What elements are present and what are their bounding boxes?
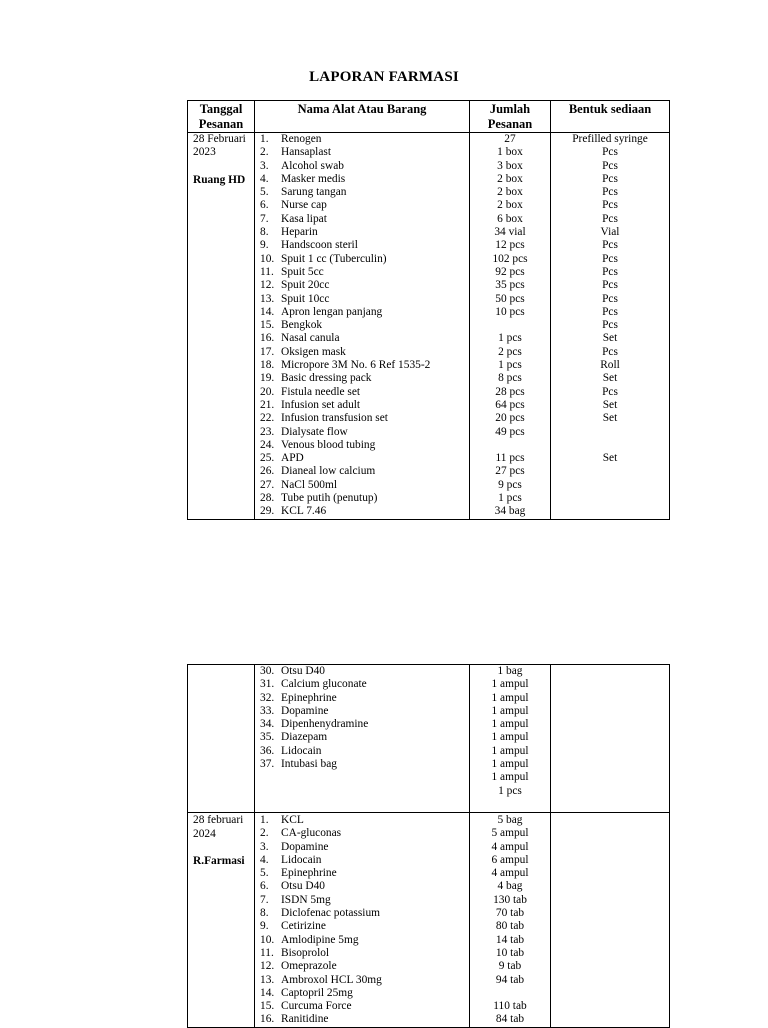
item-qty: 11 pcs: [495, 452, 525, 465]
item-qty: 2 box: [497, 199, 523, 212]
item-number: 15.: [260, 319, 275, 332]
list-item: [255, 439, 469, 452]
item-number: 33.: [260, 704, 275, 717]
item-qty: [470, 319, 550, 332]
list-item: [255, 146, 469, 159]
item-qty: 84 tab: [495, 1013, 525, 1026]
item-qty: 70 tab: [495, 907, 525, 920]
item-number: 6.: [260, 880, 269, 893]
header-bentuk: [551, 101, 670, 133]
item-qty: 1 pcs: [498, 359, 522, 372]
item-number: 20.: [260, 385, 275, 398]
item-qty-cell: [470, 665, 551, 813]
list-item: [255, 253, 469, 266]
item-number: 34.: [260, 718, 275, 731]
item-qty-cell: [470, 813, 551, 1028]
item-number: 23.: [260, 425, 275, 438]
item-form: Vial: [600, 226, 620, 239]
list-item: [255, 160, 469, 173]
list-item: [255, 745, 469, 758]
item-form: Roll: [600, 359, 620, 372]
item-name: Epinephrine: [281, 691, 337, 704]
item-number: 5.: [260, 186, 269, 199]
item-form: [551, 492, 669, 505]
room-name: Ruang HD: [193, 173, 246, 186]
header-bentuk-line1: Bentuk sediaan: [568, 102, 652, 116]
list-item: [255, 827, 469, 840]
item-name: Dopamine: [281, 704, 329, 717]
item-name: Basic dressing pack: [281, 372, 372, 385]
item-qty: 64 pcs: [495, 398, 525, 411]
item-name: Omeprazole: [281, 960, 337, 973]
date-cell: [188, 813, 255, 1028]
list-item: [255, 894, 469, 907]
item-number: 10.: [260, 933, 275, 946]
item-number: 3.: [260, 159, 269, 172]
item-qty: 10 tab: [495, 946, 525, 959]
item-name: Captopril 25mg: [281, 986, 353, 999]
report-table-2: [187, 664, 670, 1028]
item-number: 4.: [260, 853, 269, 866]
list-item: [255, 814, 469, 827]
item-form: Set: [602, 398, 618, 411]
item-number: 36.: [260, 744, 275, 757]
item-name: Otsu D40: [281, 880, 325, 893]
item-qty: 2 pcs: [498, 345, 522, 358]
list-item: [255, 306, 469, 319]
item-form: Pcs: [602, 159, 618, 172]
item-form: [551, 426, 669, 439]
date-cell: [188, 133, 255, 520]
list-item: [255, 665, 469, 678]
item-name: Curcuma Force: [281, 1000, 352, 1013]
item-name: Heparin: [281, 226, 318, 239]
item-qty: 94 tab: [495, 973, 525, 986]
list-item: [255, 199, 469, 212]
item-number: 1.: [260, 133, 269, 145]
list-item: [255, 705, 469, 718]
item-qty: 50 pcs: [495, 292, 525, 305]
item-number: 16.: [260, 1013, 275, 1026]
item-name: Amlodipine 5mg: [281, 933, 359, 946]
list-item: [255, 920, 469, 933]
header-nama-line1: Nama Alat Atau Barang: [297, 102, 427, 116]
item-qty: 28 pcs: [495, 385, 525, 398]
item-form: Set: [602, 452, 618, 465]
list-item: [255, 386, 469, 399]
item-number: 13.: [260, 292, 275, 305]
list-item: [255, 412, 469, 425]
table-row: [188, 133, 670, 520]
table-header-row: [188, 101, 670, 133]
item-form: Pcs: [602, 172, 618, 185]
item-qty: 9 pcs: [498, 478, 522, 491]
item-name: CA-gluconas: [281, 827, 342, 840]
item-number: 8.: [260, 226, 269, 239]
item-number: 10.: [260, 252, 275, 265]
item-form: Pcs: [602, 212, 618, 225]
item-qty: 102 pcs: [492, 252, 528, 265]
header-jumlah-line2: Pesanan: [487, 117, 533, 131]
item-form: Set: [602, 332, 618, 345]
item-number: 12.: [260, 960, 275, 973]
item-name: Infusion transfusion set: [281, 412, 388, 425]
item-name: Intubasi bag: [281, 758, 337, 771]
item-qty: 27: [504, 133, 516, 145]
item-name: Bengkok: [281, 319, 323, 332]
header-nama: [255, 101, 470, 133]
item-number: 9.: [260, 239, 269, 252]
list-item: [255, 758, 469, 771]
item-number: 11.: [260, 265, 274, 278]
list-item: [255, 173, 469, 186]
page-title: LAPORAN FARMASI: [309, 69, 459, 85]
item-form: Pcs: [602, 265, 618, 278]
item-qty: 6 ampul: [491, 853, 529, 866]
item-number: 28.: [260, 492, 275, 505]
item-name: Otsu D40: [281, 665, 325, 677]
item-number: 11.: [260, 946, 274, 959]
item-name: Renogen: [281, 133, 322, 145]
item-name: Sarung tangan: [281, 186, 347, 199]
item-name: Bisoprolol: [281, 946, 330, 959]
list-item: [255, 319, 469, 332]
item-name: Nurse cap: [281, 199, 327, 212]
item-qty-cell: [470, 133, 551, 520]
item-number: 19.: [260, 372, 275, 385]
list-item: [255, 479, 469, 492]
list-item: [255, 854, 469, 867]
item-qty: 27 pcs: [495, 465, 525, 478]
item-name: Kasa lipat: [281, 212, 327, 225]
list-item: [255, 1013, 469, 1026]
item-form: [551, 465, 669, 478]
list-item: [255, 1000, 469, 1013]
item-form: Pcs: [602, 292, 618, 305]
item-qty: 1 ampul: [491, 704, 529, 717]
item-qty: 34 vial: [494, 226, 526, 239]
item-number: 27.: [260, 478, 275, 491]
item-number: 37.: [260, 758, 275, 771]
item-number: 16.: [260, 332, 275, 345]
item-name: Diclofenac potassium: [281, 907, 381, 920]
item-form: Pcs: [602, 385, 618, 398]
item-name: Dialysate flow: [281, 425, 348, 438]
item-name: Epinephrine: [281, 867, 337, 880]
item-number: 9.: [260, 920, 269, 933]
item-number: 30.: [260, 665, 275, 677]
list-item: [255, 399, 469, 412]
list-item: [255, 465, 469, 478]
item-name: APD: [281, 452, 304, 465]
item-name: Lidocain: [281, 853, 322, 866]
item-qty: 80 tab: [495, 920, 525, 933]
item-qty: 1 ampul: [491, 744, 529, 757]
item-qty: 4 ampul: [491, 840, 529, 853]
order-date-line1: 28 Februari: [193, 133, 246, 145]
item-qty: 5 ampul: [491, 827, 529, 840]
item-qty: 35 pcs: [495, 279, 525, 292]
item-form: Pcs: [602, 239, 618, 252]
item-qty: 1 ampul: [491, 771, 529, 784]
item-form: Pcs: [602, 305, 618, 318]
item-number: 26.: [260, 465, 275, 478]
item-qty: 12 pcs: [495, 239, 525, 252]
item-number: 32.: [260, 691, 275, 704]
item-name: ISDN 5mg: [281, 893, 331, 906]
list-item: [255, 332, 469, 345]
item-qty: 1 bag: [497, 665, 523, 677]
item-number: 17.: [260, 345, 275, 358]
item-form: [551, 505, 669, 518]
item-number: 35.: [260, 731, 275, 744]
list-item: [255, 426, 469, 439]
list-item: [255, 186, 469, 199]
item-qty: 14 tab: [495, 933, 525, 946]
list-item: [255, 731, 469, 744]
item-number: 21.: [260, 398, 275, 411]
list-item: [255, 279, 469, 292]
item-name: KCL 7.46: [281, 505, 327, 518]
item-number: 3.: [260, 840, 269, 853]
header-tanggal: [188, 101, 255, 133]
list-item: [255, 907, 469, 920]
list-item: [255, 239, 469, 252]
item-qty: 4 ampul: [491, 867, 529, 880]
list-item: [255, 960, 469, 973]
item-number: 6.: [260, 199, 269, 212]
item-number: 7.: [260, 212, 269, 225]
item-name: Tube putih (penutup): [281, 492, 378, 505]
list-item: [255, 934, 469, 947]
item-name: Cetirizine: [281, 920, 326, 933]
item-form-cell: [551, 665, 670, 813]
item-number: 31.: [260, 678, 275, 691]
item-qty: 4 bag: [497, 880, 523, 893]
item-name: Spuit 20cc: [281, 279, 330, 292]
item-qty: 1 pcs: [498, 492, 522, 505]
item-number: 2.: [260, 827, 269, 840]
order-date-line2: 2023: [193, 146, 216, 159]
item-name: Hansaplast: [281, 146, 331, 159]
item-form: Prefilled syringe: [572, 133, 648, 145]
item-number: 13.: [260, 973, 275, 986]
item-number: 22.: [260, 412, 275, 425]
item-qty: 1 ampul: [491, 758, 529, 771]
item-form: [551, 439, 669, 452]
item-qty: [470, 439, 550, 452]
item-form: Pcs: [602, 319, 618, 332]
item-name: Alcohol swab: [281, 159, 344, 172]
item-number: 15.: [260, 1000, 275, 1013]
item-name: Fistula needle set: [281, 385, 361, 398]
item-name: Nasal canula: [281, 332, 340, 345]
item-form: Pcs: [602, 199, 618, 212]
item-name: Dipenhenydramine: [281, 718, 369, 731]
item-number: 7.: [260, 893, 269, 906]
item-qty: 20 pcs: [495, 412, 525, 425]
list-item: [255, 293, 469, 306]
item-name: Ambroxol HCL 30mg: [281, 973, 382, 986]
list-item: [255, 492, 469, 505]
header-jumlah: [470, 101, 551, 133]
item-number: 5.: [260, 867, 269, 880]
item-number: 12.: [260, 279, 275, 292]
item-qty: 110 tab: [493, 1000, 527, 1013]
report-table-1: [187, 100, 670, 520]
list-item: [255, 880, 469, 893]
item-names-cell: [255, 665, 470, 813]
item-names-cell: [255, 133, 470, 520]
item-name: Venous blood tubing: [281, 438, 376, 451]
item-name: Dianeal low calcium: [281, 465, 376, 478]
item-qty: 3 box: [497, 159, 523, 172]
table-row: [188, 665, 670, 813]
list-item: [255, 867, 469, 880]
item-qty: 92 pcs: [495, 265, 525, 278]
header-jumlah-line1: Jumlah: [489, 102, 531, 116]
item-qty: 8 pcs: [498, 372, 522, 385]
list-item: [255, 974, 469, 987]
item-name: Spuit 1 cc (Tuberculin): [281, 252, 387, 265]
list-item: [255, 346, 469, 359]
item-name: Dopamine: [281, 840, 329, 853]
item-qty: 6 box: [497, 212, 523, 225]
room-name: R.Farmasi: [193, 854, 245, 867]
list-item: [255, 372, 469, 385]
item-name: Calcium gluconate: [281, 678, 367, 691]
item-name: Micropore 3M No. 6 Ref 1535-2: [281, 359, 431, 372]
item-qty: 2 box: [497, 172, 523, 185]
item-name: Spuit 10cc: [281, 292, 330, 305]
item-qty: 5 bag: [497, 814, 523, 826]
item-qty: 1 ampul: [491, 731, 529, 744]
item-qty: 34 bag: [494, 505, 526, 518]
item-number: 4.: [260, 172, 269, 185]
header-tanggal-line2: Pesanan: [198, 117, 244, 131]
list-item: [255, 692, 469, 705]
list-item: [255, 841, 469, 854]
list-item: [255, 718, 469, 731]
list-item: [255, 133, 469, 146]
item-name: NaCl 500ml: [281, 478, 338, 491]
item-qty: 1 pcs: [498, 784, 522, 797]
item-name: Oksigen mask: [281, 345, 346, 358]
list-item: [255, 213, 469, 226]
item-qty: 2 box: [497, 186, 523, 199]
item-form: Pcs: [602, 146, 618, 159]
item-form: Pcs: [602, 345, 618, 358]
item-qty: 9 tab: [498, 960, 522, 973]
order-date-line1: 28 februari: [193, 814, 244, 826]
item-name: Masker medis: [281, 172, 346, 185]
item-number: 2.: [260, 146, 269, 159]
item-qty: 10 pcs: [495, 305, 525, 318]
date-cell-empty: [188, 665, 255, 813]
item-number: 1.: [260, 814, 269, 826]
item-qty: [470, 987, 550, 1000]
item-form: Set: [602, 372, 618, 385]
list-item: [255, 505, 469, 518]
item-form: Set: [602, 412, 618, 425]
item-form: Pcs: [602, 279, 618, 292]
item-number: 25.: [260, 452, 275, 465]
item-form: Pcs: [602, 252, 618, 265]
item-number: 14.: [260, 986, 275, 999]
header-tanggal-line1: Tanggal: [199, 102, 243, 116]
item-number: 29.: [260, 505, 275, 518]
item-name: Ranitidine: [281, 1013, 329, 1026]
list-item: [255, 678, 469, 691]
list-item: [255, 987, 469, 1000]
item-name: Infusion set adult: [281, 398, 361, 411]
item-form-cell: [551, 813, 670, 1028]
item-number: 18.: [260, 359, 275, 372]
item-form: Pcs: [602, 186, 618, 199]
list-item: [255, 359, 469, 372]
item-qty: 1 ampul: [491, 691, 529, 704]
item-name: Diazepam: [281, 731, 328, 744]
item-name: Handscoon steril: [281, 239, 358, 252]
list-item: [255, 266, 469, 279]
list-item: [255, 452, 469, 465]
item-qty: 1 box: [497, 146, 523, 159]
item-form-cell: [551, 133, 670, 520]
item-name: KCL: [281, 814, 304, 826]
item-number: 14.: [260, 305, 275, 318]
item-number: 8.: [260, 907, 269, 920]
list-item: [255, 226, 469, 239]
item-qty: 1 ampul: [491, 678, 529, 691]
item-qty: 49 pcs: [495, 425, 525, 438]
item-name: Lidocain: [281, 744, 322, 757]
item-names-cell: [255, 813, 470, 1028]
item-qty: 1 ampul: [491, 718, 529, 731]
list-item: [255, 947, 469, 960]
order-date-line2: 2024: [193, 828, 216, 841]
item-qty: 1 pcs: [498, 332, 522, 345]
item-form: [551, 479, 669, 492]
item-name: Apron lengan panjang: [281, 305, 383, 318]
item-name: Spuit 5cc: [281, 265, 324, 278]
table-row: [188, 813, 670, 1028]
item-number: 24.: [260, 438, 275, 451]
item-qty: 130 tab: [493, 893, 527, 906]
